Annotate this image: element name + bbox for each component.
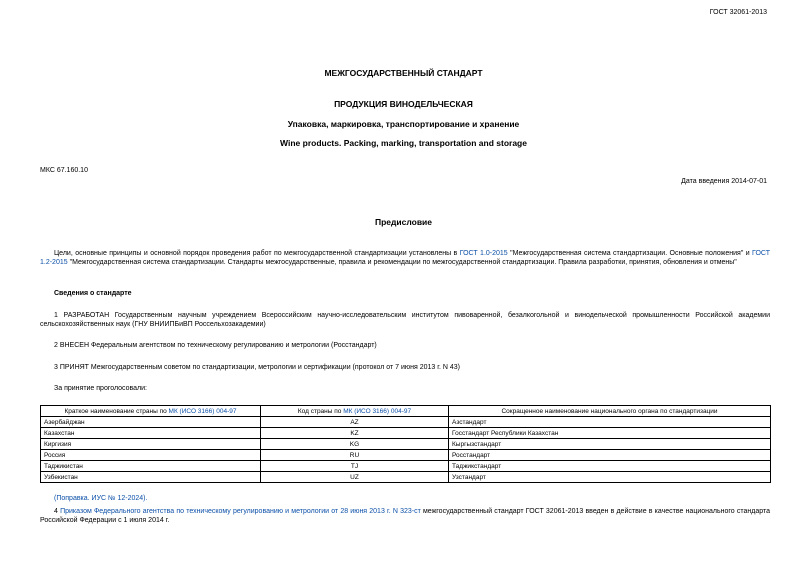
title-ru: Упаковка, маркировка, транспортирование и хранение: [287, 119, 520, 129]
preface-text-1: Цели, основные принципы и основной порядок проведения работ по межгосударственной стандартизации установлены в: [54, 250, 460, 257]
country-cell: Узбекистан: [41, 472, 261, 483]
info-heading: Сведения о стандарте: [54, 290, 132, 297]
country-cell: Казахстан: [41, 428, 261, 439]
country-cell: Киргизия: [41, 439, 261, 450]
title-en: Wine products. Packing, marking, transportation and storage: [280, 138, 527, 148]
code-cell: UZ: [261, 472, 449, 483]
country-cell: Россия: [41, 450, 261, 461]
body-cell: Азстандарт: [449, 417, 771, 428]
body-cell: Росстандарт: [449, 450, 771, 461]
table-row: [41, 417, 771, 428]
body-cell: Узстандарт: [449, 472, 771, 483]
mks-code: МКС 67.160.10: [40, 167, 88, 174]
intro-date: Дата введения 2014-07-01: [681, 178, 767, 185]
preface-heading: Предисловие: [374, 217, 433, 227]
code-cell: KZ: [261, 428, 449, 439]
code-cell: TJ: [261, 461, 449, 472]
table-row: [41, 450, 771, 461]
voted-label: За принятие проголосовали:: [54, 385, 147, 392]
country-cell: Таджикистан: [41, 461, 261, 472]
table-row: [41, 439, 771, 450]
preface-text-3: "Межгосударственная система стандартизации. Стандарты межгосударственные, правила и рекомендации по межгосударственной стандартизации. Правила разработки, принятия, обновления и отмены": [67, 259, 737, 266]
body-cell: Таджикстандарт: [449, 461, 771, 472]
document-code: ГОСТ 32061-2013: [709, 9, 767, 16]
mk-iso-link[interactable]: МК (ИСО 3166) 004-97: [343, 407, 412, 415]
developed-paragraph: 1 РАЗРАБОТАН Государственным научным учреждением Всероссийским научно-исследовательским институтом пивоваренной, безалкогольной и винодельческой промышленности Российской академии сельскохозяйственных наук (ГНУ ВНИИПБиВП Россельхозакадемии): [40, 312, 770, 328]
header-body: Сокращенное наименование национального органа по стандартизации: [449, 406, 771, 417]
voting-table: [40, 405, 771, 483]
product-title: ПРОДУКЦИЯ ВИНОДЕЛЬЧЕСКАЯ: [334, 99, 473, 109]
header-code: Код страны по МК (ИСО 3166) 004-97: [261, 406, 449, 417]
order-number: 4: [54, 508, 61, 515]
preface-text-2: "Межгосударственная система стандартизации. Основные положения" и: [507, 250, 753, 257]
order-paragraph: [40, 507, 770, 525]
table-row: [41, 461, 771, 472]
gost-1-0-link[interactable]: ГОСТ 1.0-2015: [459, 250, 508, 257]
header-country: Краткое наименование страны по МК (ИСО 3166) 004-97: [41, 406, 261, 417]
body-cell: Госстандарт Республики Казахстан: [449, 428, 771, 439]
code-cell: RU: [261, 450, 449, 461]
table-row: [41, 428, 771, 439]
country-cell: Азербайджан: [41, 417, 261, 428]
order-link[interactable]: Приказом Федерального агентства по техническому регулированию и метрологии от 28 июня 2013 г. N 323-ст: [60, 508, 421, 515]
standard-kind: МЕЖГОСУДАРСТВЕННЫЙ СТАНДАРТ: [324, 68, 483, 78]
code-cell: KG: [261, 439, 449, 450]
adopted-paragraph: 3 ПРИНЯТ Межгосударственным советом по стандартизации, метрологии и сертификации (протокол от 7 июня 2013 г. N 43): [54, 364, 460, 371]
mk-iso-link[interactable]: МК (ИСО 3166) 004-97: [168, 407, 237, 415]
order-text: межгосударственный стандарт ГОСТ 32061-2013 введен в действие в качестве национального стандарта Российской Федерации с 1 июля 2014 г.: [40, 508, 770, 524]
table-header-row: [41, 406, 771, 417]
body-cell: Кыргызстандарт: [449, 439, 771, 450]
preface-paragraph: [40, 249, 770, 267]
table-row: [41, 472, 771, 483]
code-cell: AZ: [261, 417, 449, 428]
gost-1-2-link[interactable]: ГОСТ 1.2-2015: [40, 250, 770, 266]
introduced-paragraph: 2 ВНЕСЕН Федеральным агентством по техническому регулированию и метрологии (Росстандарт): [54, 342, 377, 349]
amendment-link[interactable]: (Поправка. ИУС № 12-2024).: [54, 495, 148, 502]
